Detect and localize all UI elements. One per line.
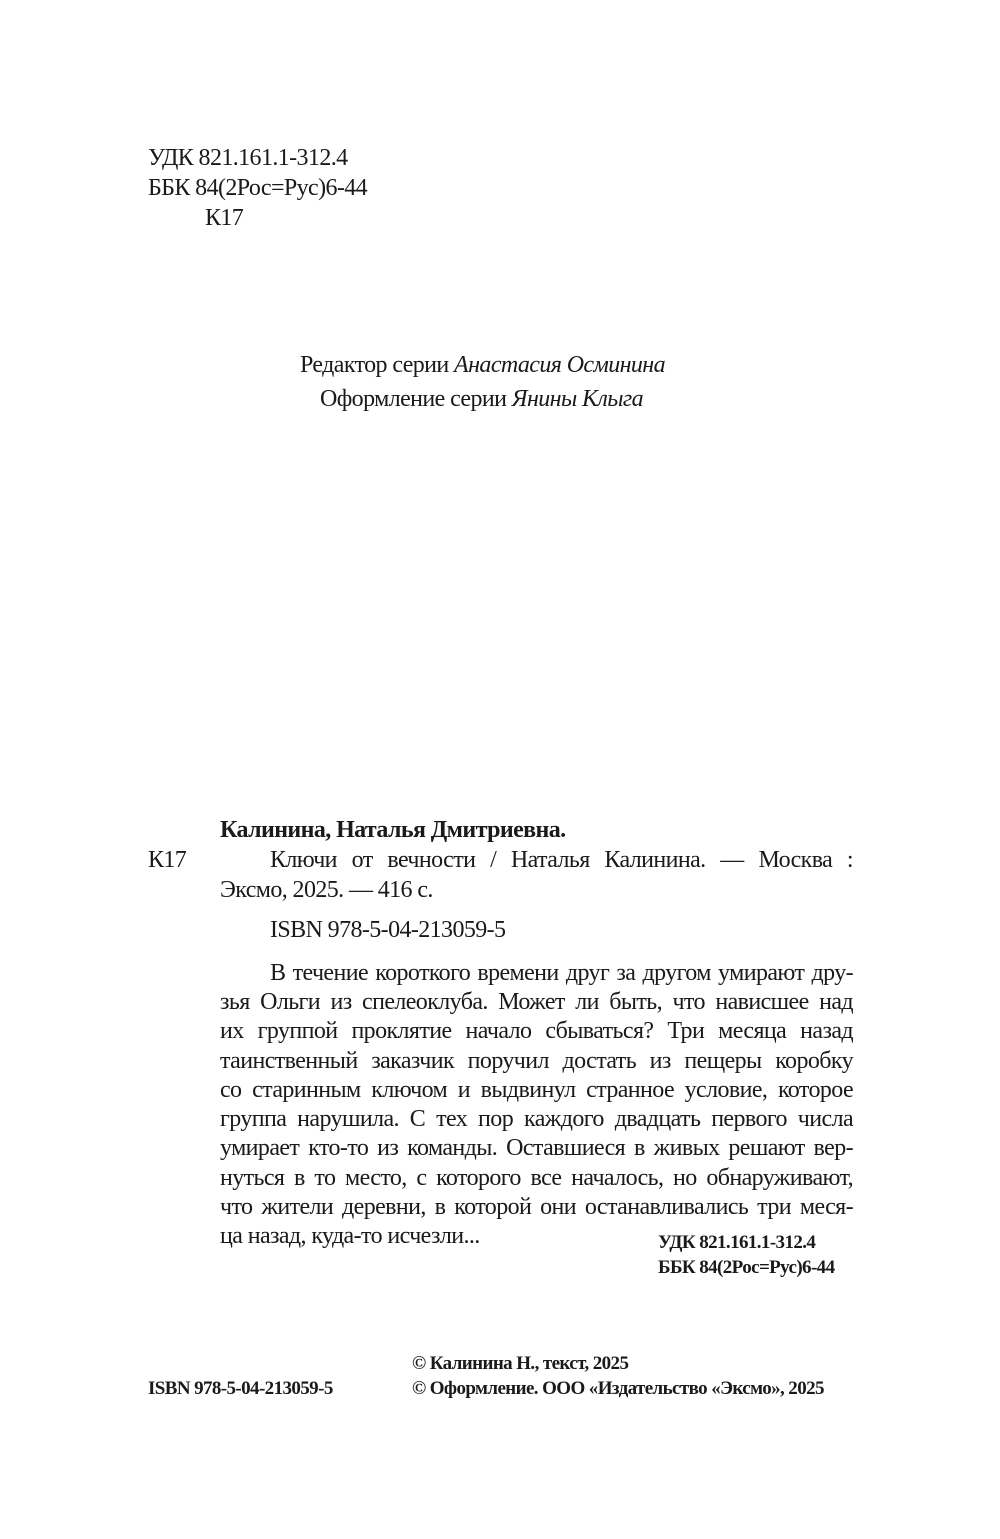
annotation-line: нуться в то место, с которого все началось, но обнаруживают, bbox=[220, 1165, 853, 1191]
annotation-line: умирает кто-то из команды. Оставшиеся в живых решают вер- bbox=[220, 1135, 853, 1161]
design-name: Янины Клыга bbox=[511, 386, 644, 412]
copyright-text: © Калинина Н., текст, 2025 bbox=[412, 1353, 629, 1374]
footer-isbn: ISBN 978-5-04-213059-5 bbox=[148, 1378, 333, 1399]
series-editor bbox=[300, 351, 665, 379]
annotation-line: со старинным ключом и выдвинул странное условие, которое bbox=[220, 1077, 853, 1103]
editor-name: Анастасия Осминина bbox=[454, 352, 666, 378]
series-design bbox=[320, 385, 643, 413]
design-label: Оформление серии bbox=[320, 386, 507, 412]
annotation-line: что жители деревни, в которой они останавливались три меся- bbox=[220, 1194, 853, 1220]
annotation-line: ца назад, куда-то исчезли... bbox=[220, 1223, 480, 1249]
annotation-line: зья Ольги из спелеоклуба. Может ли быть, что нависшее над bbox=[220, 989, 853, 1015]
copyright-design: © Оформление. ООО «Издательство «Эксмо», 2025 bbox=[412, 1378, 824, 1399]
record-bbk: ББК 84(2Рос=Рус)6-44 bbox=[658, 1257, 835, 1278]
author-mark: К17 bbox=[205, 205, 244, 231]
record-title-line1: Ключи от вечности / Наталья Калинина. — Москва : bbox=[270, 847, 853, 873]
annotation-line: группа нарушила. С тех пор каждого двадцать первого числа bbox=[220, 1106, 853, 1132]
record-isbn: ISBN 978-5-04-213059-5 bbox=[270, 917, 506, 943]
record-title-line2: Эксмо, 2025. — 416 с. bbox=[220, 877, 433, 903]
annotation-line: В течение короткого времени друг за другом умирают дру- bbox=[270, 960, 853, 986]
udk-code: УДК 821.161.1-312.4 bbox=[148, 145, 348, 171]
annotation-line: таинственный заказчик поручил достать из пещеры коробку bbox=[220, 1048, 853, 1074]
bbk-code: ББК 84(2Рос=Рус)6-44 bbox=[148, 175, 368, 201]
record-udk: УДК 821.161.1-312.4 bbox=[658, 1232, 816, 1253]
annotation-line: их группой проклятие начало сбываться? Три месяца назад bbox=[220, 1018, 853, 1044]
editor-label: Редактор серии bbox=[300, 352, 449, 378]
record-author: Калинина, Наталья Дмитриевна. bbox=[220, 817, 566, 843]
record-mark: К17 bbox=[148, 847, 187, 873]
